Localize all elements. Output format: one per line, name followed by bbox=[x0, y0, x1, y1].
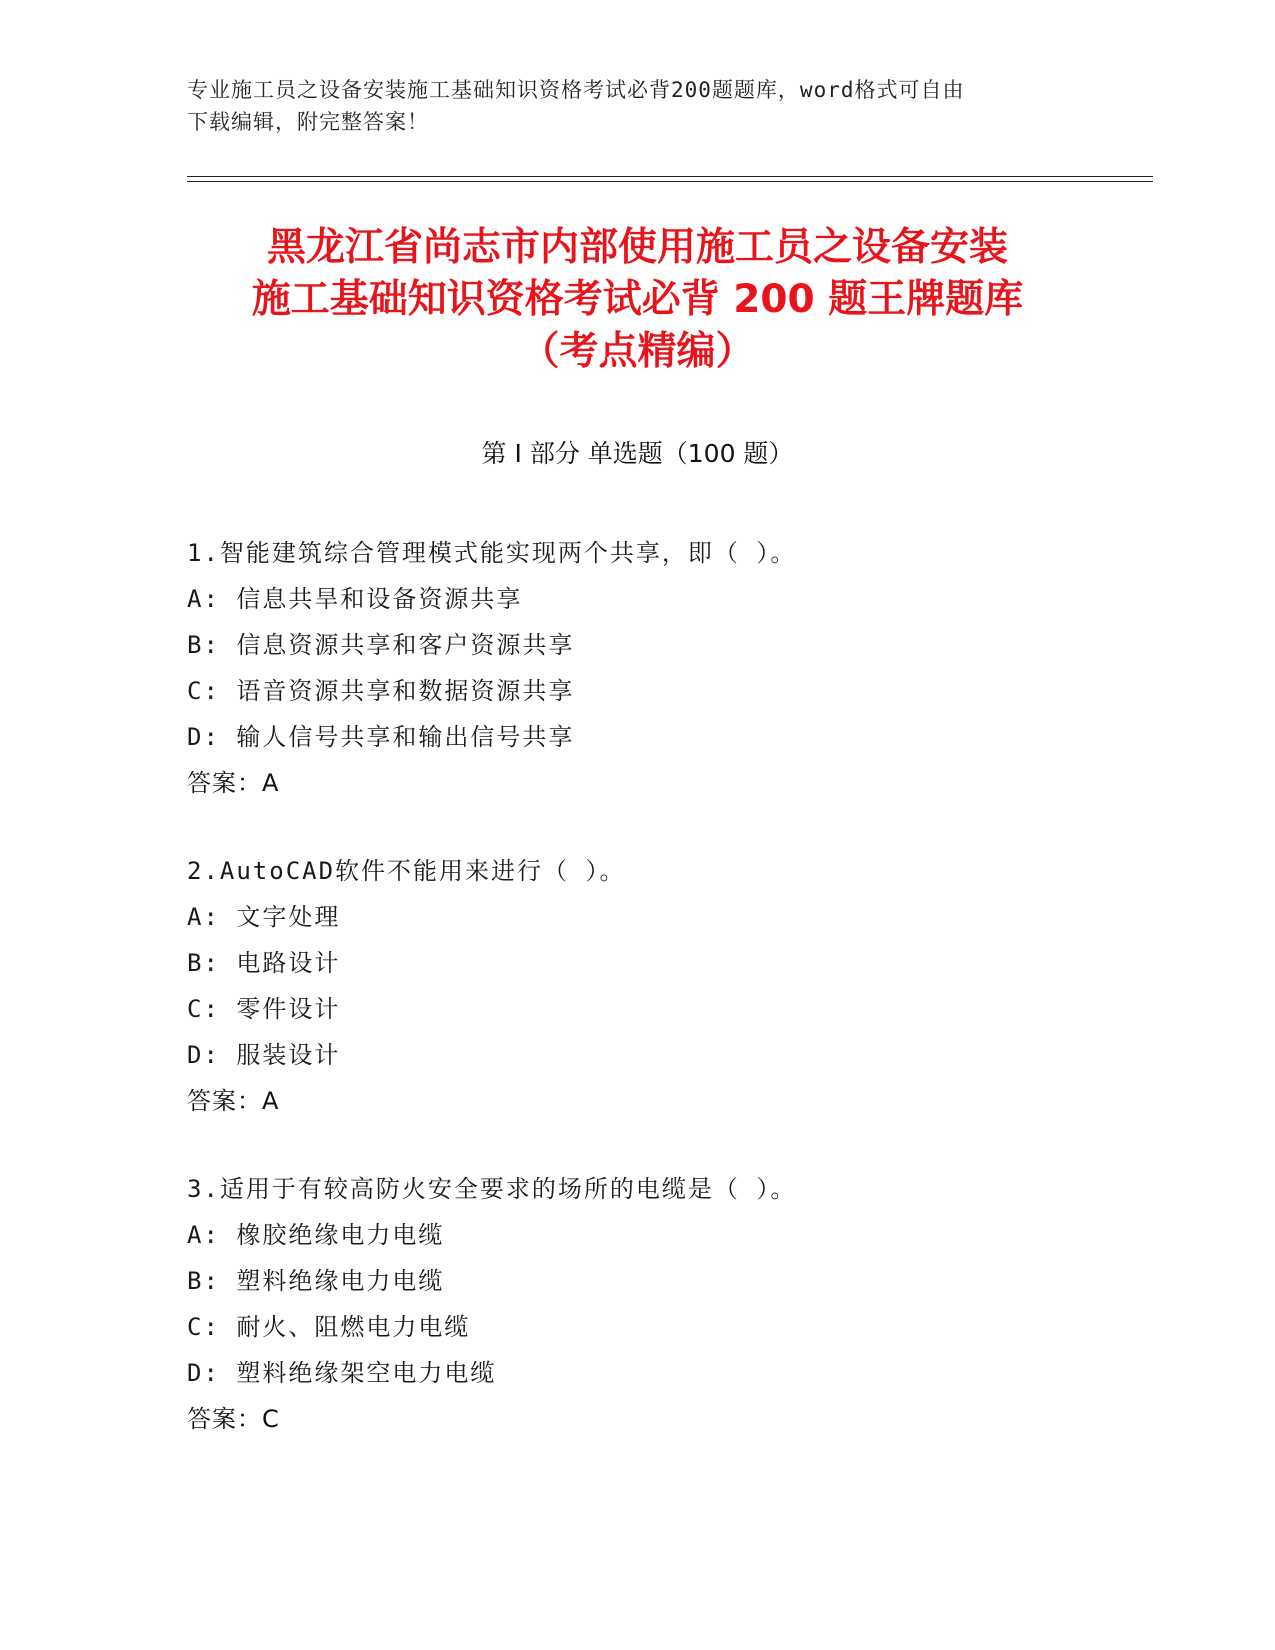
option-b: B: 电路设计 bbox=[187, 949, 341, 977]
answer-line: 答案：A bbox=[187, 1087, 280, 1115]
document-title-line-2: 施工基础知识资格考试必背 200 题王牌题库 bbox=[251, 277, 1024, 322]
option-a: A: 橡胶绝缘电力电缆 bbox=[187, 1221, 445, 1249]
section-heading: 第 I 部分 单选题（100 题） bbox=[481, 439, 794, 468]
question-item bbox=[187, 530, 1147, 806]
header-note-line-1: 专业施工员之设备安装施工基础知识资格考试必背200题题库，word格式可自由 bbox=[187, 78, 965, 102]
answer-line: 答案：C bbox=[187, 1405, 280, 1433]
header-divider-bottom bbox=[187, 181, 1153, 182]
header-divider-top bbox=[187, 176, 1153, 177]
question-list bbox=[187, 530, 1147, 1484]
header-note-line-2: 下载编辑，附完整答案！ bbox=[187, 110, 429, 134]
question-stem: 1.智能建筑综合管理模式能实现两个共享，即（ ）。 bbox=[187, 539, 797, 567]
question-stem: 3.适用于有较高防火安全要求的场所的电缆是（ ）。 bbox=[187, 1175, 797, 1203]
document-title-line-3: （考点精编） bbox=[520, 329, 755, 374]
option-b: B: 信息资源共享和客户资源共享 bbox=[187, 631, 575, 659]
question-item bbox=[187, 848, 1147, 1124]
option-b: B: 塑料绝缘电力电缆 bbox=[187, 1267, 445, 1295]
option-a: A: 文字处理 bbox=[187, 903, 341, 931]
option-c: C: 零件设计 bbox=[187, 995, 341, 1023]
option-c: C: 耐火、阻燃电力电缆 bbox=[187, 1313, 471, 1341]
header-note bbox=[187, 74, 1067, 138]
answer-line: 答案：A bbox=[187, 769, 280, 797]
document-title bbox=[150, 222, 1125, 378]
option-d: D: 塑料绝缘架空电力电缆 bbox=[187, 1359, 497, 1387]
option-c: C: 语音资源共享和数据资源共享 bbox=[187, 677, 575, 705]
option-a: A: 信息共旱和设备资源共享 bbox=[187, 585, 523, 613]
question-stem: 2.AutoCAD软件不能用来进行（ ）。 bbox=[187, 857, 626, 885]
option-d: D: 服装设计 bbox=[187, 1041, 341, 1069]
option-d: D: 输人信号共享和输出信号共享 bbox=[187, 723, 575, 751]
question-item bbox=[187, 1166, 1147, 1442]
document-title-line-1: 黑龙江省尚志市内部使用施工员之设备安装 bbox=[266, 225, 1008, 270]
